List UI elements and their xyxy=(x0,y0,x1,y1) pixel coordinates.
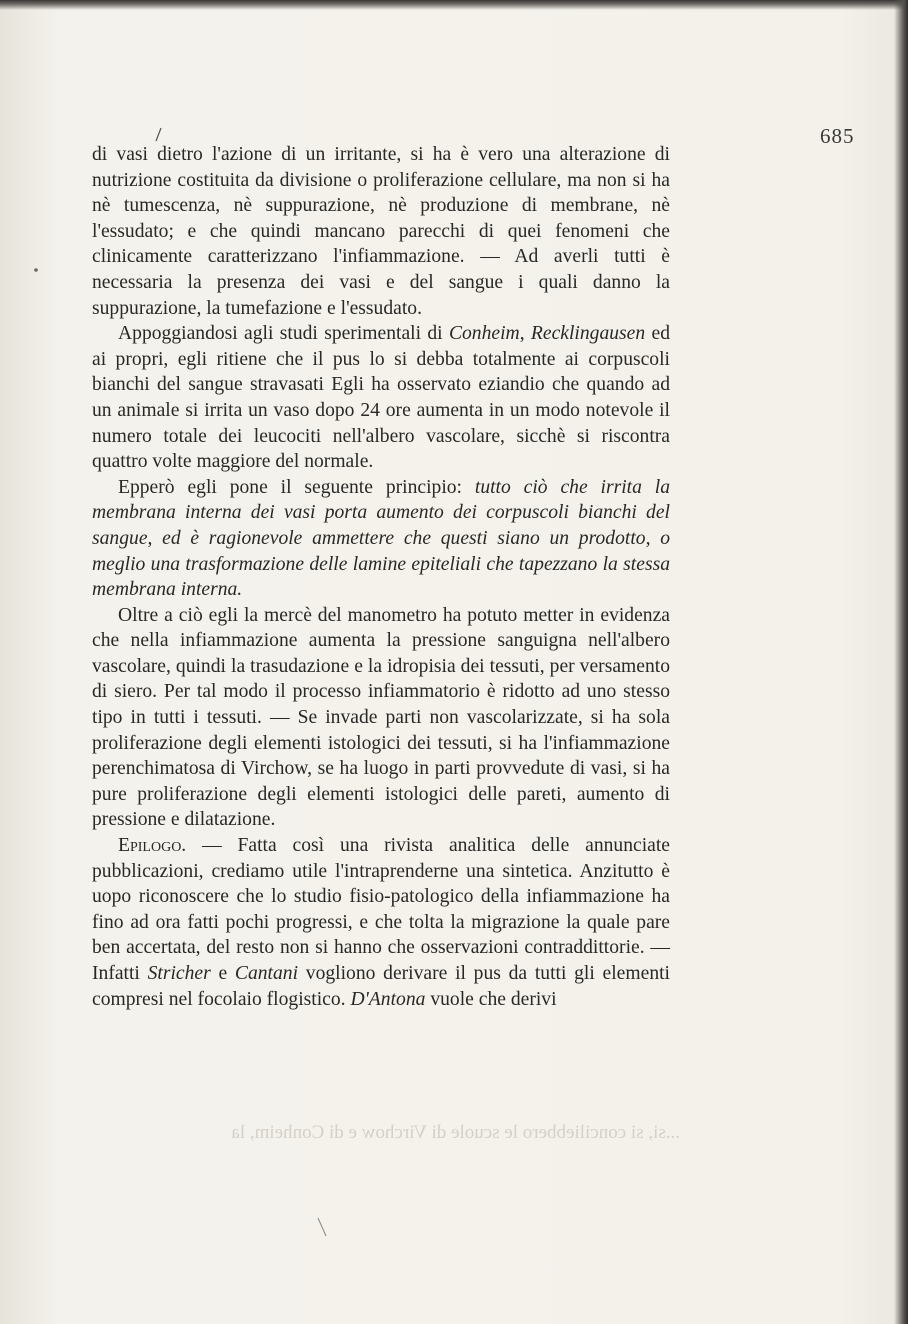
italic-run: D'Antona xyxy=(350,988,426,1010)
text-run: vogliono derivare il pus da tutti gli elementi compresi nel focolaio flogistico. xyxy=(92,963,670,1010)
pen-mark xyxy=(318,1218,326,1236)
text-run: vuole che derivi xyxy=(425,988,557,1010)
smallcaps-run: Epilogo. xyxy=(118,835,187,857)
text-run: Epperò egli pone il seguente principio: xyxy=(118,476,475,498)
text-run: Appoggiandosi agli studi sperimentali di xyxy=(118,323,449,345)
text-run: — Fatta così una rivista analitica delle annunciate pubblicazioni, crediamo utile l'intraprenderne una sintetica. Anzitutto è uopo riconoscere che lo studio fisio-patologico della infiammazione ha fino ad ora fatti pochi progressi, e che tolta la migrazione la quale pare ben accertata, del resto non si hanno che osservazioni contraddittorie. — Infatti xyxy=(92,835,670,984)
pen-mark xyxy=(156,128,161,141)
italic-run: tutto ciò che irrita la membrana interna dei vasi porta aumento dei corpuscoli bianchi del sangue, ed è ragionevole ammettere che questi siano un prodotto, o meglio una trasformazione delle lamine epiteliali che tapezzano la stessa membrana interna. xyxy=(92,476,671,601)
italic-run: Conheim xyxy=(448,323,520,345)
text-run: e xyxy=(210,963,235,984)
italic-run: Recklingausen xyxy=(530,323,646,345)
text-run: Oltre a ciò egli la mercè del manometro ha potuto metter in evidenza che nella infiammazione aumenta la pressione sanguigna nell'albero vascolare, quindi la trasudazione e la idropisia dei tessuti, per versamento di siero. Per tal modo il processo infiammatorio è ridotto ad uno stesso tipo in tutti i tessuti. — Se invade parti non vascolarizzate, si ha sola proliferazione degli elementi istologici dei tessuti, si ha l'infiammazione perenchimatosa di Virchow, se ha luogo in parti provvedute di vasi, si ha pure proliferazione degli elementi istologici delle pareti, aumento di pressione e dilatazione. xyxy=(92,604,670,831)
text-run: di vasi dietro l'azione di un irritante, si ha è vero una alterazione di nutrizione costituita da divisione o proliferazione cellulare, ma non si ha nè tumescenza, nè suppurazione, nè produzione di membrane, nè l'essudato; e che quindi mancano parecchi di quei fenomeni che clinicamente caratterizzano l'infiammazione. — Ad averli tutti è necessaria la presenza dei vasi e del sangue i quali danno la suppurazione, la tumefazione e l'essudato. xyxy=(92,144,670,319)
italic-run: Cantani xyxy=(234,963,299,984)
dust-speck xyxy=(34,268,38,272)
page-number: 685 xyxy=(820,124,855,148)
italic-run: Stricher xyxy=(147,963,211,984)
text-run: ed ai propri, egli ritiene che il pus lo si debba totalmente ai corpuscoli bianchi del sangue stravasati Egli ha osservato eziandio che quando ad un animale si irrita un vaso dopo 24 ore aumenta in un modo notevole il numero totale dei leucociti nell'albero vascolare, sicchè si riscontra quattro volte maggiore del normale. xyxy=(92,323,671,473)
text-run: , xyxy=(519,323,531,345)
bleed-through-text: ...si, si conciliebbero le scuole di Virchow e di Conheim, la xyxy=(231,1122,680,1143)
